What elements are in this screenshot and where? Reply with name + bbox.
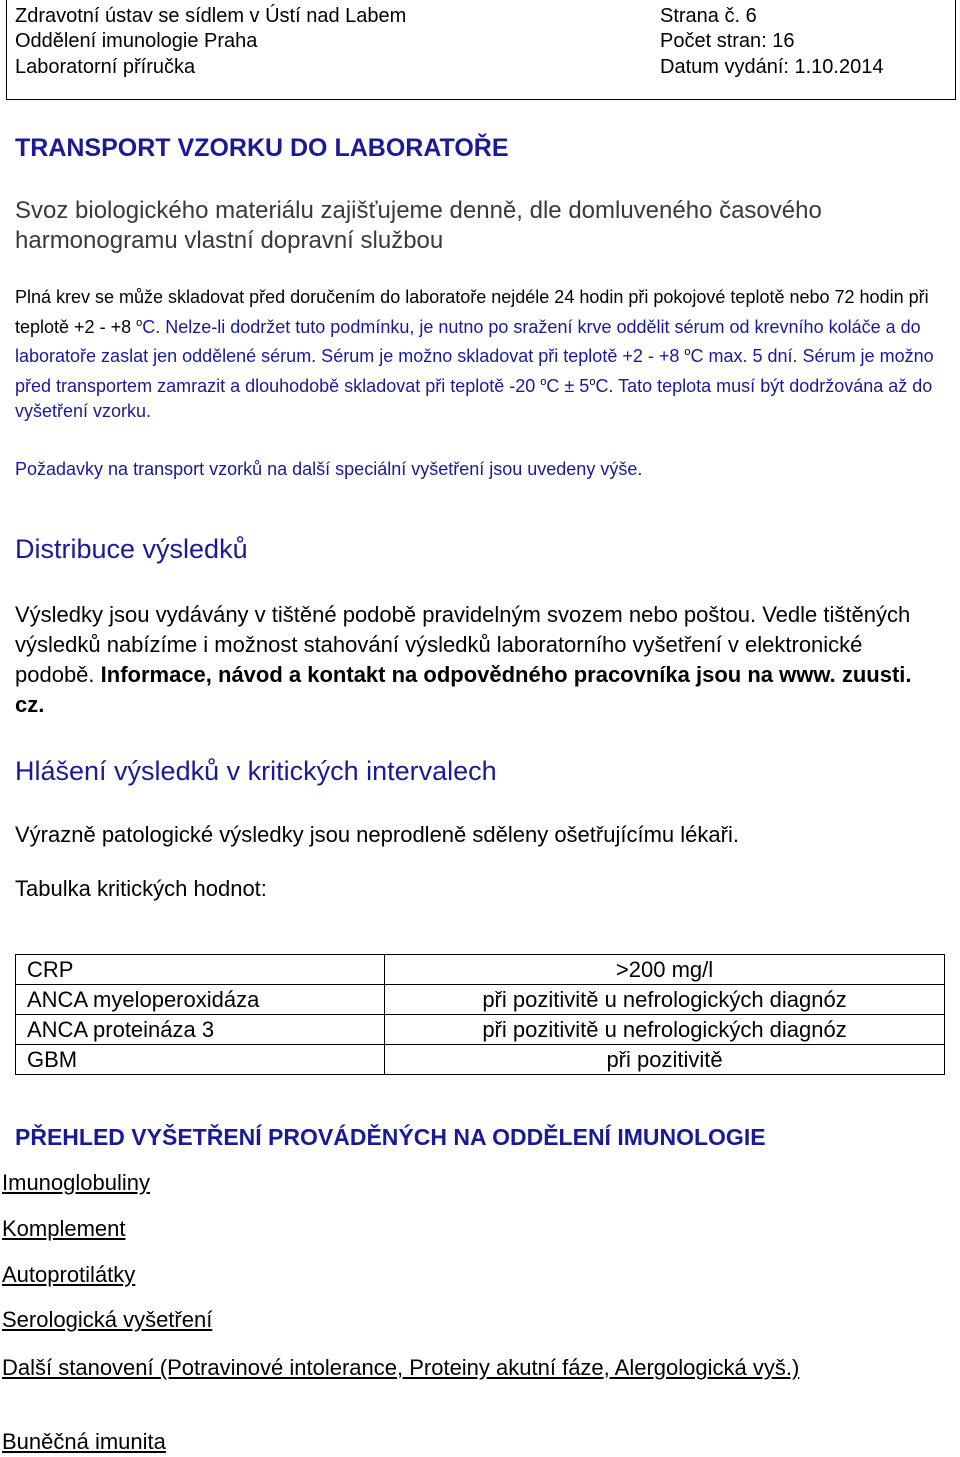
- transport-requirements: Požadavky na transport vzorků na další speciální vyšetření jsou uvedeny výše.: [15, 459, 643, 479]
- header-page-count: Počet stran: 16: [660, 30, 795, 52]
- link-serologicka-vysetreni[interactable]: Serologická vyšetření: [2, 1307, 213, 1332]
- critical-table-label: Tabulka kritických hodnot:: [15, 876, 267, 901]
- transport-text-d: C ± 5: [546, 375, 590, 396]
- transport-title: TRANSPORT VZORKU DO LABORATOŘE: [15, 134, 509, 162]
- header-institution: Zdravotní ústav se sídlem v Ústí nad Labem: [15, 5, 407, 27]
- transport-paragraph: [15, 285, 935, 425]
- table-cell-value: při pozitivitě u nefrologických diagnóz: [385, 985, 945, 1015]
- header-department: Oddělení imunologie Praha: [15, 30, 258, 52]
- distribution-text: [15, 600, 945, 720]
- table-row: [16, 1045, 945, 1075]
- transport-text-e: C. Tato teplota musí být dodržována až do vyšetření vzorku.: [15, 375, 933, 421]
- header-document: Laboratorní příručka: [15, 56, 196, 78]
- table-cell-test: ANCA proteináza 3: [16, 1015, 385, 1045]
- table-cell-value: při pozitivitě u nefrologických diagnóz: [385, 1015, 945, 1045]
- degree-sup: o: [540, 375, 547, 388]
- transport-text-c: C max. 5 dní. Sérum je možno před transportem zamrazit a dlouhodobě skladovat při teplotě -20: [15, 346, 934, 396]
- table-cell-test: CRP: [16, 955, 385, 985]
- distribution-heading: Distribuce výsledků: [15, 534, 248, 564]
- critical-text: Výrazně patologické výsledky jsou neprodleně sděleny ošetřujícímu lékaři.: [15, 822, 739, 847]
- link-dalsi-stanoveni[interactable]: Další stanovení (Potravinové intolerance, Proteiny akutní fáze, Alergologická vyš.): [2, 1355, 800, 1380]
- overview-heading: PŘEHLED VYŠETŘENÍ PROVÁDĚNÝCH NA ODDĚLENÍ IMUNOLOGIE: [15, 1124, 766, 1150]
- table-row: [16, 1015, 945, 1045]
- table-cell-value: >200 mg/l: [385, 955, 945, 985]
- transport-text-a: Plná krev se může skladovat před doručením do laboratoře nejdéle 24 hodin při pokojové teplotě nebo 72 hodin při teplotě +2 - +8: [15, 287, 929, 337]
- link-autoprotilatky[interactable]: Autoprotilátky: [2, 1262, 136, 1287]
- table-row: [16, 985, 945, 1015]
- degree-sup: o: [684, 346, 691, 358]
- header-page: Strana č. 6: [660, 5, 757, 27]
- degree-sup: o: [589, 375, 596, 388]
- transport-text-b: C. Nelze-li dodržet tuto podmínku, je nutno po sražení krve oddělit sérum od krevního koláče a do laboratoře zaslat jen oddělené sérum. Sérum je možno skladovat při teplotě +2 - +8: [15, 316, 921, 366]
- link-imunoglobuliny[interactable]: Imunoglobuliny: [2, 1170, 150, 1195]
- link-komplement[interactable]: Komplement: [2, 1216, 126, 1241]
- distribution-body: Výsledky jsou vydávány v tištěné podobě pravidelným svozem nebo poštou. Vedle tištěných výsledků nabízíme i možnost stahování výsledků laboratorního vyšetření v elektronické podobě.: [15, 602, 911, 687]
- critical-heading: Hlášení výsledků v kritických intervalech: [15, 756, 497, 786]
- table-row: [16, 955, 945, 985]
- header-issue-date: Datum vydání: 1.10.2014: [660, 56, 884, 78]
- degree-sup: o: [136, 316, 143, 329]
- distribution-contact: Informace, návod a kontakt na odpovědného pracovníka jsou na www. zuusti. cz.: [15, 662, 912, 717]
- table-cell-value: při pozitivitě: [385, 1045, 945, 1075]
- link-bunecna-imunita[interactable]: Buněčná imunita: [2, 1429, 166, 1454]
- critical-values-table: [15, 954, 945, 1075]
- table-cell-test: ANCA myeloperoxidáza: [16, 985, 385, 1015]
- transport-intro: Svoz biologického materiálu zajišťujeme denně, dle domluveného časového harmonogramu vlastní dopravní službou: [15, 197, 822, 254]
- table-cell-test: GBM: [16, 1045, 385, 1075]
